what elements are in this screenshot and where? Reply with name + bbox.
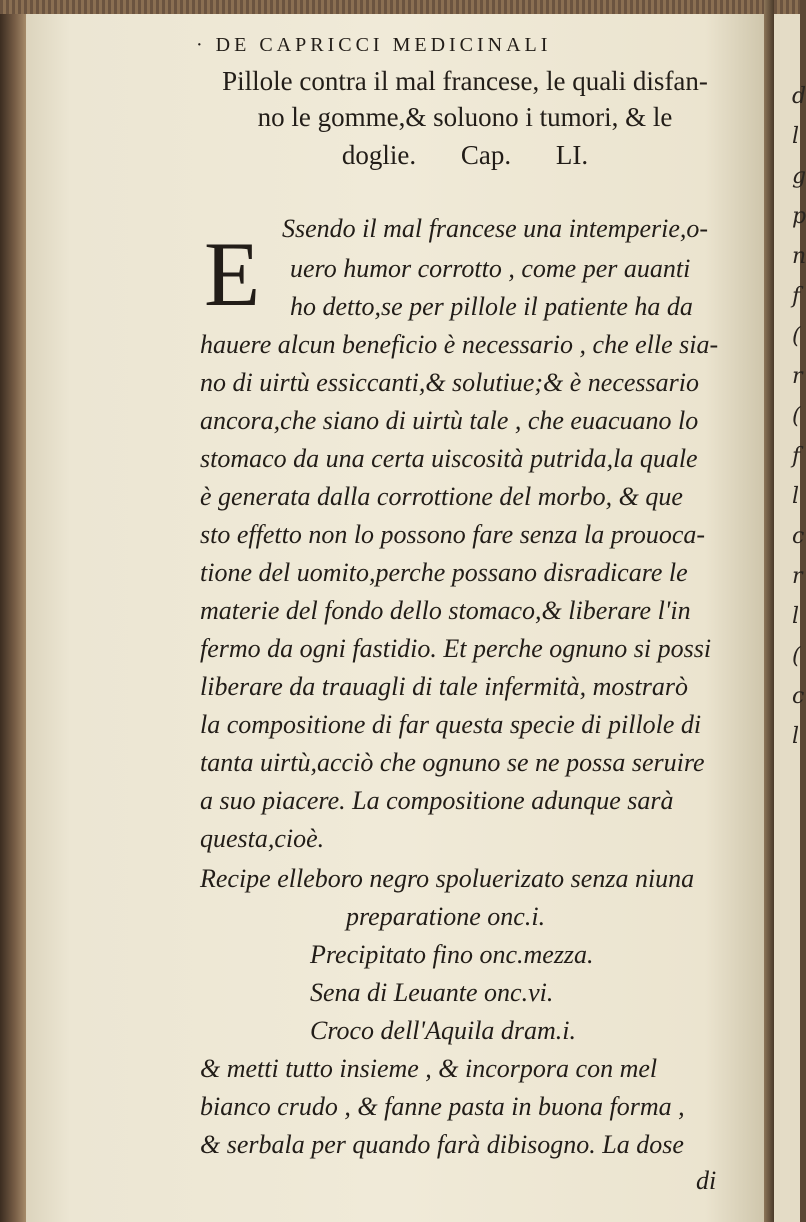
facing-page-letter: l [792,724,800,749]
running-head: · DE CAPRICCI MEDICINALI [196,34,552,56]
body-line: & serbala per quando farà dibisogno. La dose [200,1130,684,1159]
facing-page-letter: r [792,364,803,389]
facing-page-fragment [774,14,806,1222]
facing-page-letter: c [792,524,805,549]
body-line: Ssendo il mal francese una intemperie,o- [282,214,709,243]
body-line: no di uirtù essiccanti,& solutiue;& è necessario [200,368,699,397]
chapter-title-line-2: no le gomme,& soluono i tumori, & le [257,102,673,132]
body-line: bianco crudo , & fanne pasta in buona forma , [200,1092,685,1121]
facing-page-letter: n [792,244,806,269]
book-gutter [764,0,774,1222]
drop-cap: E [204,223,261,325]
facing-page-letter: l [792,124,800,149]
book-spine-edge [0,14,26,1222]
body-line: questa,cioè. [200,824,325,853]
body-line: & metti tutto insieme , & incorpora con mel [200,1054,658,1083]
body-line: ho detto,se per pillole il patiente ha da [290,292,693,321]
facing-page-letter: ( [792,644,801,669]
body-line: preparatione onc.i. [346,902,546,931]
facing-page-letter: g [792,164,806,189]
facing-page-letter: p [792,204,806,229]
body-line: stomaco da una certa uiscosità putrida,la quale [200,444,698,473]
facing-page-letter: ( [792,324,801,349]
body-line: Croco dell'Aquila dram.i. [310,1016,577,1045]
chapter-title-line-3: doglie. Cap. LI. [341,140,589,170]
body-line: Recipe elleboro negro spoluerizato senza niuna [200,864,695,893]
body-line: la compositione di far questa specie di pillole di [200,710,702,739]
body-line: è generata dalla corrottione del morbo, & que [200,482,683,511]
body-line: hauere alcun beneficio è necessario , che elle sia- [200,330,719,359]
chapter-title-line-1: Pillole contra il mal francese, le quali disfan- [222,66,708,96]
body-line: liberare da trauagli di tale infermità, mostrarò [200,672,688,701]
facing-page-letter: f [792,444,801,469]
body-line: a suo piacere. La compositione adunque sarà [200,786,674,815]
facing-page-letter: f [792,284,801,309]
body-line: di [696,1166,717,1195]
facing-page-letter: ( [792,404,801,429]
facing-page-letter: c [792,684,805,709]
body-line: sto effetto non lo possono fare senza la prouoca- [200,520,706,549]
body-line: tanta uirtù,acciò che ognuno se ne possa seruire [200,748,705,777]
body-line: Sena di Leuante onc.vi. [310,978,554,1007]
body-line: ancora,che siano di uirtù tale , che euacuano lo [200,406,699,435]
body-line: materie del fondo dello stomaco,& liberare l'in [200,596,691,625]
facing-page-letter: d [792,84,806,109]
body-line: fermo da ogni fastidio. Et perche ognuno si possi [200,634,712,663]
facing-page-letter: r [792,564,803,589]
body-line: uero humor corrotto , come per auanti [290,254,691,283]
body-line: Precipitato fino onc.mezza. [310,940,594,969]
facing-page-letter: l [792,484,800,509]
body-line: tione del uomito,perche possano disradicare le [200,558,688,587]
facing-page-letter: l [792,604,800,629]
book-top-edge [0,0,800,14]
